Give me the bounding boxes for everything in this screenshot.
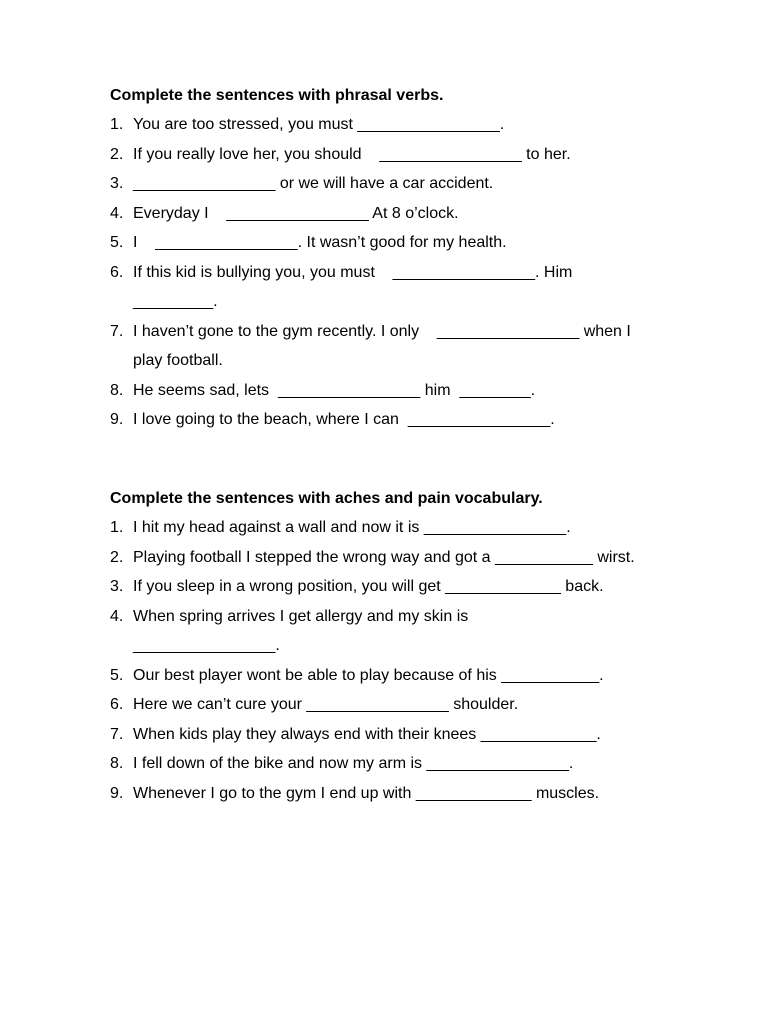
list-item: [110, 543, 655, 573]
item-number: 1.: [110, 519, 124, 536]
list-item: [110, 661, 670, 691]
list-item: [110, 317, 635, 376]
item-text: If you really love her, you should ________________ to her.: [133, 145, 571, 163]
item-number: 6.: [110, 696, 124, 713]
aches-pain-section: [110, 484, 670, 808]
item-text: I ________________. It wasn’t good for my health.: [133, 234, 507, 251]
item-number: 3.: [110, 578, 124, 595]
item-number: 8.: [110, 381, 124, 399]
item-text: I fell down of the bike and now my arm is ________________.: [133, 755, 574, 772]
item-text: Everyday I ________________ At 8 o’clock.: [133, 204, 459, 222]
list-item: [110, 602, 540, 661]
section-heading: Complete the sentences with phrasal verbs.: [110, 87, 444, 104]
item-number: 5.: [110, 234, 124, 251]
list-item: [110, 169, 670, 199]
item-number: 2.: [110, 145, 124, 163]
item-number: 5.: [110, 666, 124, 684]
list-item: [110, 199, 670, 229]
item-text: I love going to the beach, where I can ________________.: [133, 411, 555, 428]
item-text: ________________ or we will have a car accident.: [133, 175, 494, 192]
item-text: Playing football I stepped the wrong way and got a ___________ wirst.: [133, 548, 635, 566]
exercise-list: [110, 110, 670, 435]
item-number: 4.: [110, 607, 124, 625]
list-item: [110, 572, 670, 602]
item-number: 1.: [110, 116, 124, 133]
item-text: Whenever I go to the gym I end up with _____________ muscles.: [133, 784, 600, 802]
list-item: [110, 376, 670, 406]
list-item: [110, 258, 625, 317]
item-text: Our best player wont be able to play because of his ___________.: [133, 666, 604, 684]
section-heading: Complete the sentences with aches and pain vocabulary.: [110, 490, 543, 507]
list-item: [110, 779, 670, 809]
list-item: [110, 228, 670, 258]
item-text: I haven’t gone to the gym recently. I only ________________ when I play football.: [133, 322, 636, 369]
item-text: When kids play they always end with their knees _____________.: [133, 725, 601, 743]
item-text: You are too stressed, you must ________________.: [133, 116, 505, 133]
list-item: [110, 749, 670, 779]
list-item: [110, 405, 670, 435]
item-number: 7.: [110, 725, 124, 743]
item-text: If this kid is bullying you, you must ________________. Him _________.: [133, 263, 577, 310]
item-number: 9.: [110, 784, 124, 802]
item-text: He seems sad, lets ________________ him ________.: [133, 381, 536, 399]
exercise-list: [110, 513, 670, 808]
list-item: [110, 720, 670, 750]
item-text: If you sleep in a wrong position, you will get _____________ back.: [133, 578, 604, 595]
item-text: I hit my head against a wall and now it is ________________.: [133, 519, 571, 536]
item-number: 2.: [110, 548, 124, 566]
item-text: When spring arrives I get allergy and my skin is ________________.: [133, 607, 473, 654]
item-number: 4.: [110, 204, 124, 222]
item-text: Here we can’t cure your ________________ shoulder.: [133, 696, 519, 713]
list-item: [110, 110, 565, 140]
phrasal-verbs-section: [110, 81, 670, 435]
list-item: [110, 513, 670, 543]
item-number: 7.: [110, 322, 124, 340]
item-number: 3.: [110, 175, 124, 192]
item-number: 8.: [110, 755, 124, 772]
item-number: 9.: [110, 411, 124, 428]
item-number: 6.: [110, 263, 124, 281]
list-item: [110, 690, 670, 720]
list-item: [110, 140, 670, 170]
